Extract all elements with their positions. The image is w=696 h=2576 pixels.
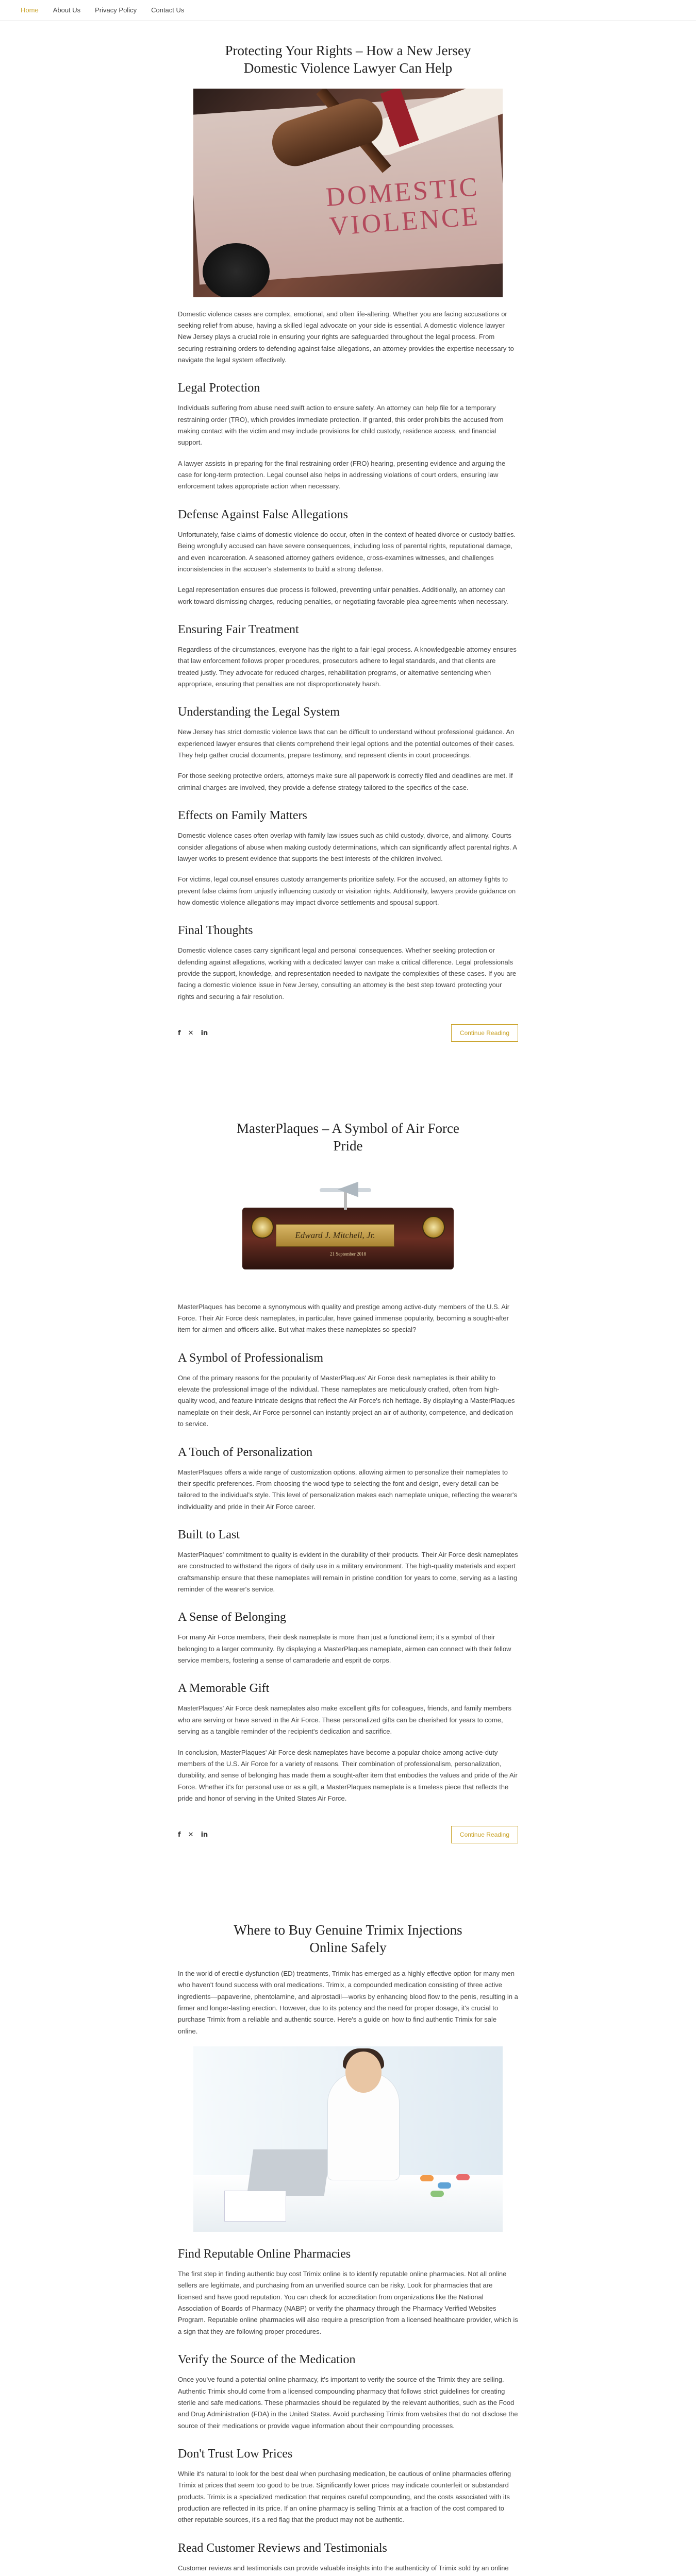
paragraph: Domestic violence cases are complex, emotional, and often life-altering. Whether you are facing accusations or seeking relief from abuse, having a skilled legal advocate on your side is essential. A domestic violence lawyer New Jersey plays a crucial role in ensuring your rights are safeguarded throughout the legal process. From securing restraining orders to defending against false allegations, an attorney provides the expertise necessary to navigate the legal system effectively. <box>178 310 514 364</box>
article-trimix <box>178 1900 518 2576</box>
paragraph: Domestic violence cases carry significant legal and personal consequences. Whether seeking protection or defending against allegations, working with a dedicated lawyer can make a critical difference. Legal professionals provide the support, knowledge, and representation needed to navigate the complexities of these cases. If you are facing a domestic violence issue in New Jersey, consulting an attorney is the best step toward protecting your rights and securing a fair resolution. <box>178 946 517 1001</box>
paragraph: Regardless of the circumstances, everyone has the right to a fair legal process. A knowledgeable attorney ensures that law enforcement follows proper procedures, prosecutors adhere to legal standards, and that clients are treated justly. They advocate for reduced charges, rehabilitation programs, or alternative sentencing when appropriate, ensuring that penalties are not disproportionately harsh. <box>178 645 517 688</box>
twitter-icon[interactable]: ✕ <box>188 1029 194 1037</box>
paragraph: For many Air Force members, their desk nameplate is more than just a functional item; it's a symbol of their belonging to a larger community. By displaying a MasterPlaques nameplate, airmen can connect with their fellow service members, fostering a sense of camaraderie and esprit de corps. <box>178 1633 511 1665</box>
hero-caption: DOMESTIC VIOLENCE <box>325 172 481 242</box>
section-heading: Defense Against False Allegations <box>178 507 348 521</box>
article-body <box>178 309 518 1003</box>
paragraph: While it's natural to look for the best deal when purchasing medication, be cautious of online pharmacies offering Trimix at prices that seem too good to be true. Significantly lower prices may indicate counterfeit or substandard products. Trimix is a specialized medication that requires careful compounding, and the costs associated with its production are reflected in its price. If an online pharmacy is selling Trimix at a fraction of the cost compared to other reputable sources, it's a red flag that the product may not be authentic. <box>178 2469 511 2524</box>
nav-privacy-link[interactable]: Privacy Policy <box>95 6 137 14</box>
paragraph: MasterPlaques' Air Force desk nameplates also make excellent gifts for colleagues, friends, and family members who are serving or have served in the Air Force. These personalized gifts can be cherished for years to come, serving as a tangible reminder of the recipient's dedication and sacrifice. <box>178 1704 511 1736</box>
article-title[interactable]: Protecting Your Rights – How a New Jersey Domestic Violence Lawyer Can Help <box>225 43 471 76</box>
paragraph: In the world of erectile dysfunction (ED) treatments, Trimix has emerged as a highly effective option for many men who haven't found success with oral medications. Trimix, a compounded medication consisting of three active ingredients—papaverine, phentolamine, and alprostadil—works by enhancing blood flow to the penis, resulting in a firmer and longer-lasting erection. However, due to its potency and the need for proper dosage, it's crucial to purchase Trimix from a reliable and authentic source. Here's a guide on how to find authentic Trimix for sale online. <box>178 1969 518 2035</box>
continue-reading-button[interactable]: Continue Reading <box>451 1826 518 1843</box>
section-heading: Effects on Family Matters <box>178 809 307 823</box>
article-hero-image[interactable] <box>193 1166 503 1290</box>
paragraph: One of the primary reasons for the popularity of MasterPlaques' Air Force desk nameplates is their ability to elevate the professional image of the individual. These nameplates are meticulously crafted, often from high-quality wood, and feature intricate designs that reflect the Air Force's rich heritage. By displaying a MasterPlaques nameplate on their desk, Air Force personnel can instantly project an air of authority, competence, and dedication to service. <box>178 1374 515 1428</box>
paragraph: Customer reviews and testimonials can provide valuable insights into the authenticity of Trimix sold by an online <box>178 2564 509 2572</box>
section-heading: Don't Trust Low Prices <box>178 2447 293 2461</box>
paragraph: Once you've found a potential online pharmacy, it's important to verify the source of the Trimix they are selling. Authentic Trimix should come from a licensed compounding pharmacy that follows strict guidelines for creating sterile and safe medications. These pharmacies should be regulated by the relevant authorities, such as the Food and Drug Administration (FDA) in the United States. Avoid purchasing Trimix from websites that do not disclose the source of their medications or provide vague information about their compounding processes. <box>178 2376 518 2430</box>
main-content <box>0 21 696 2576</box>
paragraph: MasterPlaques' commitment to quality is evident in the durability of their products. Their Air Force desk nameplates are constructed to withstand the rigors of daily use in a military environment. The high-quality materials and expert craftsmanship ensure that these nameplates will remain in pristine condition for years to come, serving as a lasting reminder of the wearer's service. <box>178 1550 518 1594</box>
section-heading: Verify the Source of the Medication <box>178 2353 356 2367</box>
article-intro <box>178 1968 518 2037</box>
paragraph: MasterPlaques offers a wide range of customization options, allowing airmen to personalize their nameplates to their specific preferences. From choosing the wood type to selecting the font and design, every detail can be tailored to the individual's style. This level of personalization makes each nameplate unique, reflecting the wearer's individuality and pride in their Air Force career. <box>178 1468 517 1511</box>
linkedin-icon[interactable]: in <box>201 1831 208 1839</box>
hero-nameplate-text: Edward J. Mitchell, Jr. <box>295 1230 375 1240</box>
paragraph: The first step in finding authentic buy cost Trimix online is to identify reputable online pharmacies. Not all online sellers are legitimate, and purchasing from an unverified source can be risky. Look for pharmacies that are licensed and have good reputation. You can check for accreditation from organizations like the National Association of Boards of Pharmacy (NABP) or verify the pharmacy through the Pharmacy Verified Websites Program. Reputable online pharmacies will also require a prescription from a licensed healthcare provider, which is a sign that they are following proper procedures. <box>178 2270 518 2335</box>
article-masterplaques <box>178 1098 518 1843</box>
paragraph: Legal representation ensures due process is followed, preventing unfair penalties. Additionally, an attorney can work toward dismissing charges, reducing penalties, or negotiating favorable plea agreements when necessary. <box>178 586 508 605</box>
paragraph: For those seeking protective orders, attorneys make sure all paperwork is correctly filed and deadlines are met. If criminal charges are involved, they provide a defense strategy tailored to the specifics of the case. <box>178 772 513 791</box>
section-heading: A Memorable Gift <box>178 1682 270 1696</box>
section-heading: Built to Last <box>178 1528 240 1541</box>
paragraph: New Jersey has strict domestic violence laws that can be difficult to understand without professional guidance. An experienced lawyer ensures that clients comprehend their legal options and the potential outcomes of their cases. They help gather crucial documents, prepare testimony, and represent clients in court proceedings. <box>178 728 515 759</box>
nav-home-link[interactable]: Home <box>21 6 39 14</box>
paragraph: For victims, legal counsel ensures custody arrangements prioritize safety. For the accused, an attorney fights to prevent false claims from unjustly influencing custody or visitation rights. Additionally, lawyers provide guidance on how domestic violence allegations may impact divorce settlements and spousal support. <box>178 875 516 906</box>
section-heading: A Symbol of Professionalism <box>178 1351 324 1365</box>
nav-contact-link[interactable]: Contact Us <box>151 6 185 14</box>
hero-date: 21 September 2018 <box>330 1251 366 1257</box>
section-heading: Understanding the Legal System <box>178 705 340 719</box>
article-body <box>178 2247 518 2576</box>
facebook-icon[interactable]: f <box>178 1831 181 1839</box>
section-heading: A Touch of Personalization <box>178 1445 313 1459</box>
paragraph: A lawyer assists in preparing for the final restraining order (FRO) hearing, presenting evidence and arguing the case for long-term protection. Legal counsel also helps in addressing violations of court orders, ensuring law enforcement takes appropriate action when necessary. <box>178 459 506 490</box>
article-domestic-violence <box>178 21 518 1042</box>
linkedin-icon[interactable]: in <box>201 1029 208 1037</box>
article-title[interactable]: MasterPlaques – A Symbol of Air Force Pride <box>237 1121 459 1154</box>
section-heading: Read Customer Reviews and Testimonials <box>178 2541 387 2555</box>
paragraph: Unfortunately, false claims of domestic violence do occur, often in the context of heated divorce or custody battles. Being wrongfully accused can have severe consequences, including loss of parental rights, reputational damage, and even incarceration. A seasoned attorney gathers evidence, cross-examines witnesses, and challenges inconsistencies in the accuser's statements to build a strong defense. <box>178 530 516 573</box>
article-hero-image[interactable] <box>193 2046 503 2232</box>
article-body <box>178 1301 518 1805</box>
section-heading: A Sense of Belonging <box>178 1611 286 1624</box>
paragraph: Individuals suffering from abuse need swift action to ensure safety. An attorney can help file for a temporary restraining order (TRO), which provides immediate protection. If granted, this order prohibits the accused from making contact with the victim and may include provisions for child custody, residence access, and financial support. <box>178 404 504 447</box>
paragraph: In conclusion, MasterPlaques' Air Force desk nameplates have become a popular choice among active-duty members of the U.S. Air Force for a variety of reasons. Their combination of professionalism, personalization, durability, and sense of belonging has made them a sought-after item that embodies the values and pride of the Air Force. Whether it's for personal use or as a gift, a MasterPlaques nameplate is a timeless piece that reflects the pride and honor of serving in the United States Air Force. <box>178 1748 518 1802</box>
section-heading: Find Reputable Online Pharmacies <box>178 2247 351 2261</box>
share-row <box>178 1017 518 1042</box>
paragraph: Domestic violence cases often overlap with family law issues such as child custody, divorce, and alimony. Courts consider allegations of abuse when making custody determinations, which can significantly affect parental rights. A lawyer works to present evidence that supports the best interests of the children involved. <box>178 832 517 862</box>
top-navigation <box>0 0 696 21</box>
article-title[interactable]: Where to Buy Genuine Trimix Injections Online Safely <box>234 1922 462 1956</box>
paragraph: MasterPlaques has become a synonymous with quality and prestige among active-duty members of the U.S. Air Force. Their Air Force desk nameplates, in particular, have gained immense popularity, becoming a sought-after item for airmen and officers alike. But what makes these nameplates so special? <box>178 1302 510 1334</box>
section-heading: Final Thoughts <box>178 924 253 938</box>
article-hero-image[interactable] <box>193 89 503 297</box>
twitter-icon[interactable]: ✕ <box>188 1831 194 1839</box>
continue-reading-button[interactable]: Continue Reading <box>451 1024 518 1042</box>
section-heading: Ensuring Fair Treatment <box>178 622 299 636</box>
section-heading: Legal Protection <box>178 381 260 395</box>
facebook-icon[interactable]: f <box>178 1029 181 1037</box>
share-row <box>178 1819 518 1843</box>
nav-about-link[interactable]: About Us <box>53 6 81 14</box>
